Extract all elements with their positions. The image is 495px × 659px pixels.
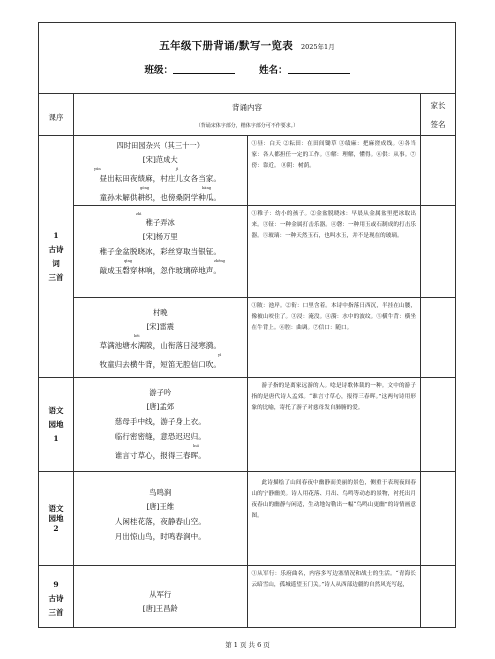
lesson-cell: [39, 472, 74, 566]
pinyin-annotation: yún: [94, 167, 101, 171]
sign-cell[interactable]: [421, 566, 456, 628]
poem-cell: [74, 472, 248, 566]
poem-author: [唐]孟郊: [146, 402, 175, 411]
poem-author: [宋]雷震: [146, 322, 175, 331]
table-row: [39, 566, 456, 628]
lesson-line: 古诗: [48, 593, 64, 603]
poem-line: 人闲桂花落，夜静春山空。: [114, 517, 206, 526]
pinyin-annotation: jì: [176, 167, 179, 171]
sign-cell[interactable]: [421, 206, 456, 298]
name-label: 姓名：: [259, 65, 288, 76]
pinyin-annotation: gòng: [140, 186, 150, 190]
notes-cell: [247, 566, 421, 628]
header-sign-line1: 家长: [430, 100, 446, 110]
poem-notes: ①陂：池岸。②衔：口里含着。本诗中指落日西沉，半挂在山腰，像被山咬住了。③浸：淹没。④漪：水中的波纹。⑤横牛背：横坐在牛背上。⑥腔：曲调。⑦信口：随口。: [251, 303, 416, 331]
poem-notes: [248, 472, 421, 522]
poem-author: [唐]王维: [146, 502, 175, 511]
notes-cell: [247, 298, 421, 378]
table-row: [39, 136, 456, 206]
pinyin-row: [74, 212, 247, 216]
poem-notes: ①稚子：幼小的孩子。②金盆脱晓冰：早晨从金属盆里把冰取出来。③钲：一种金属打击乐器。④磬：一种用玉或石制成的打击乐器。⑤玻璃：一种天然玉石，也叫水玉，并不是现在的玻璃。: [251, 211, 416, 239]
poem-notes: [248, 378, 421, 414]
name-blank[interactable]: [288, 64, 350, 74]
poem-cell: [74, 298, 248, 378]
table-header-row: [39, 94, 456, 136]
poem-title: 游子吟: [149, 388, 172, 397]
lesson-line: 三首: [48, 607, 64, 617]
poem-title: 村晚: [152, 308, 168, 317]
poem-line: 月出惊山鸟，时鸣春涧中。: [114, 532, 206, 541]
poem-line: 童孙未解供耕织，也傍桑阴学种瓜。: [99, 193, 221, 202]
poem-notes-text: 此诗描绘了山间春夜中幽静而美丽的景色，侧重于表现夜间春山的宁静幽美。诗人用花落、月出、鸟鸣等动态的景物，衬托出月夜春山的幽静与闲适，生动地勾勒出一幅“鸟鸣山更幽”的诗情画意图。: [251, 480, 416, 519]
header-content: 背诵内容: [232, 103, 262, 112]
pinyin-annotation: bàng: [202, 186, 212, 190]
pinyin-row: [74, 259, 247, 263]
poem-line: 稚子金盆脱晓冰，彩丝穿取当银钲。: [99, 247, 221, 256]
poem-line: 草满池塘水满陂，山衔落日浸寒漪。: [99, 341, 221, 350]
poem-line: 牧童归去横牛背，短笛无腔信口吹。: [99, 360, 221, 369]
lesson-line: 古诗: [48, 244, 64, 254]
poem-cell: [74, 136, 248, 206]
poem-cell: [74, 378, 248, 472]
lesson-line: 词: [52, 258, 60, 268]
header-sign-line2: 签名: [430, 119, 446, 129]
recitation-table: [38, 93, 456, 628]
notes-cell: [247, 206, 421, 298]
sign-cell[interactable]: [421, 136, 456, 206]
pinyin-row: [74, 334, 247, 338]
table-row: [39, 298, 456, 378]
lesson-cell: [39, 136, 74, 378]
class-blank[interactable]: [173, 64, 235, 74]
pinyin-row: [74, 353, 247, 357]
poem-cell: [74, 206, 248, 298]
pinyin-annotation: huī: [193, 444, 199, 448]
sign-cell[interactable]: [421, 298, 456, 378]
lesson-line: 三首: [48, 272, 64, 282]
poem-title: 鸟鸣涧: [149, 488, 172, 497]
class-label: 班级：: [144, 65, 173, 76]
worksheet: [38, 22, 456, 628]
pinyin-row: [74, 186, 247, 190]
pinyin-annotation: qìng: [124, 259, 133, 263]
pinyin-row: [74, 167, 247, 171]
student-info-line: [39, 62, 455, 76]
header-content-note: （背诵宋体字部分，楷体字部分可不作要求。）: [195, 123, 299, 129]
lesson-line: 园地: [48, 513, 64, 523]
pinyin-annotation: yī: [218, 353, 222, 357]
poem-line: 昼出耘田夜绩麻，村庄儿女各当家。: [99, 174, 221, 183]
poem-line: 敲成玉磬穿林响，忽作玻璃碎地声。: [99, 266, 221, 275]
poem-line: 谁言寸草心，报得三春晖。: [114, 451, 206, 460]
title-line: [39, 34, 455, 53]
pinyin-annotation: zhēng: [214, 259, 225, 263]
lesson-cell: [39, 566, 74, 628]
poem-notes: ①从军行：乐府曲名，内容多写边塞情况和战士的生活。“青海长云暗雪山，孤城遥望玉门关。”诗人从西部边疆的自然风光写起，: [251, 571, 416, 588]
lesson-line: 语文: [48, 405, 64, 415]
header-sign-cell: [421, 94, 456, 136]
pinyin-annotation: zhì: [136, 212, 142, 216]
lesson-line: 9: [53, 579, 59, 589]
lesson-cell: [39, 378, 74, 472]
lesson-line: 语文: [48, 503, 64, 513]
lesson-line: 1: [53, 230, 59, 240]
header-content-cell: [74, 94, 421, 136]
header-lesson-cell: [39, 94, 74, 136]
poem-author: [宋]范成大: [142, 155, 178, 164]
page-footer: 第 1 页 共 6 页: [225, 641, 270, 649]
header-lesson: 课序: [48, 113, 64, 122]
pinyin-annotation: bēi: [134, 334, 140, 338]
poem-line: 临行密密缝，意恐迟迟归。: [114, 432, 206, 441]
pinyin-row: [74, 444, 247, 448]
lesson-line: 园地: [48, 419, 64, 429]
notes-cell: [247, 472, 421, 566]
poem-cell: [74, 566, 248, 628]
table-row: [39, 378, 456, 472]
notes-cell: [247, 378, 421, 472]
poem-notes-text: 游子指的是离家远游的人。唸是诗歌体裁的一种。文中的游子指的是唐代诗人孟郊。“谁言寸草心，报得三春晖。”这两句诗用形象的比喻，寄托了游子对慈母发自肺腑的爱。: [251, 383, 416, 411]
lesson-line: 2: [53, 523, 59, 533]
poem-author: [唐]王昌龄: [142, 604, 178, 613]
poem-notes: ①昼：白天 ②耘田：在田间锄草 ③绩麻：把麻搓成线。④各当家：各人都担任一定的工作。⑤解：理解，懂得。⑥供：从事。⑦傍：靠近。 ⑧阴：树荫。: [251, 141, 416, 169]
title-date: 2025年1月: [301, 43, 335, 51]
notes-cell: [247, 136, 421, 206]
page-title: 五年级下册背诵/默写一览表: [159, 40, 294, 52]
poem-title: 四时田园杂兴（其三十一）: [116, 141, 205, 150]
sign-cell[interactable]: [421, 378, 456, 472]
lesson-line: 1: [53, 433, 59, 443]
table-row: [39, 472, 456, 566]
poem-title: 稚子弄冰: [145, 218, 175, 227]
poem-line: 慈母手中线，游子身上衣。: [114, 417, 206, 426]
poem-title: 从军行: [149, 590, 172, 599]
table-row: [39, 206, 456, 298]
poem-author: [宋]杨万里: [142, 232, 178, 241]
worksheet-header: [38, 22, 456, 93]
sign-cell[interactable]: [421, 472, 456, 566]
